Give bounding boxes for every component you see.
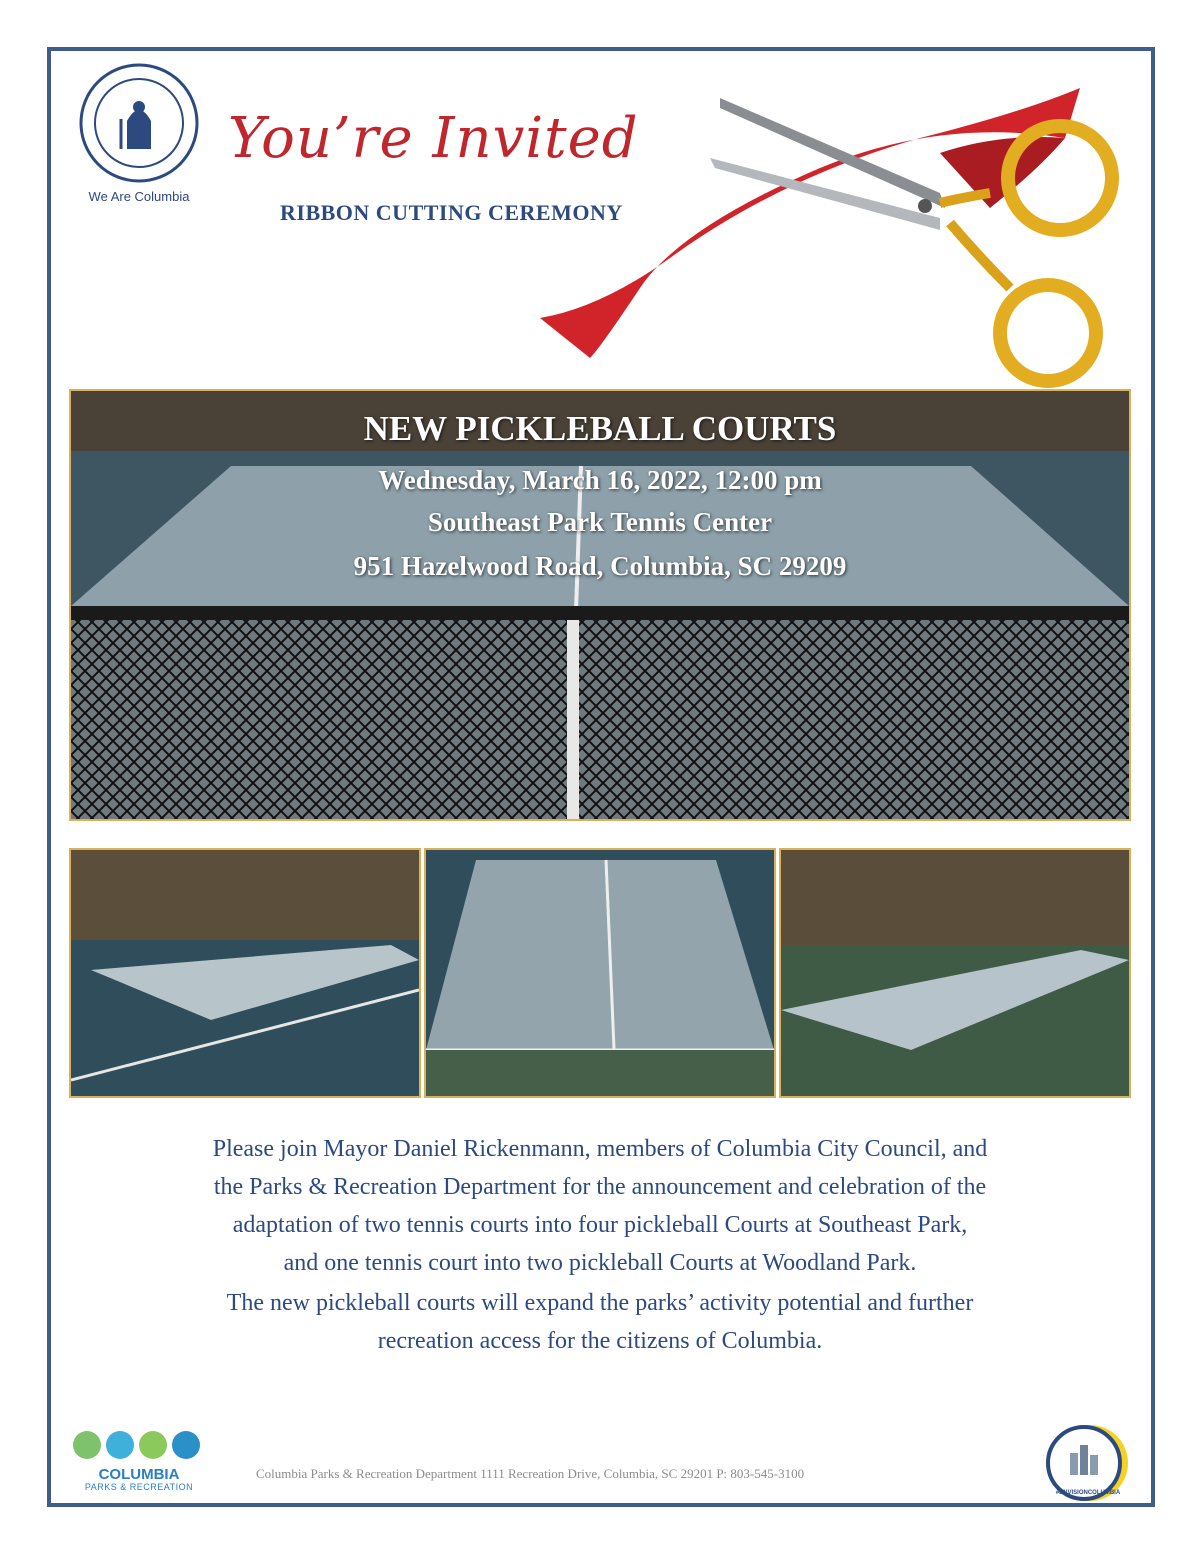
parks-subtitle: PARKS & RECREATION (84, 1482, 194, 1492)
ceremony-subtitle: RIBBON CUTTING CEREMONY (280, 200, 623, 225)
paragraph-line: and one tennis court into two pickleball Courts at Woodland Park. (283, 1250, 917, 1276)
court-photo-2 (424, 848, 776, 1098)
parks-name: COLUMBIA (98, 1466, 180, 1483)
event-title: NEW PICKLEBALL COURTS (363, 409, 837, 448)
scissors-ribbon-illustration (520, 58, 1170, 398)
paragraph-line: Please join Mayor Daniel Rickenmann, members of Columbia City Council, and (212, 1136, 988, 1162)
hero-court-photo (69, 389, 1131, 821)
seal-caption: We Are Columbia (88, 189, 190, 204)
paragraph-line: The new pickleball courts will expand the parks’ activity potential and further (226, 1290, 974, 1316)
paragraph-line: recreation access for the citizens of Columbia. (377, 1328, 823, 1354)
expansion-paragraph (80, 1284, 1120, 1360)
envision-hashtag: #ENVISIONCOLUMBIA (1055, 1490, 1121, 1496)
event-datetime: Wednesday, March 16, 2022, 12:00 pm (378, 465, 822, 495)
court-photo-1 (69, 848, 421, 1098)
paragraph-line: the Parks & Recreation Department for the announcement and celebration of the (213, 1174, 987, 1200)
event-address: 951 Hazelwood Road, Columbia, SC 29209 (353, 551, 847, 581)
city-seal-logo (69, 61, 229, 231)
contact-footer: Columbia Parks & Recreation Department 1111 Recreation Drive, Columbia, SC 29201 P: 803-545-3100 (256, 1466, 805, 1481)
court-photo-3 (779, 848, 1131, 1098)
invitation-paragraph (80, 1130, 1120, 1282)
invited-heading: You’re Invited (228, 106, 639, 171)
paragraph-line: adaptation of two tennis courts into four pickleball Courts at Southeast Park, (232, 1212, 968, 1238)
event-venue: Southeast Park Tennis Center (427, 507, 773, 537)
